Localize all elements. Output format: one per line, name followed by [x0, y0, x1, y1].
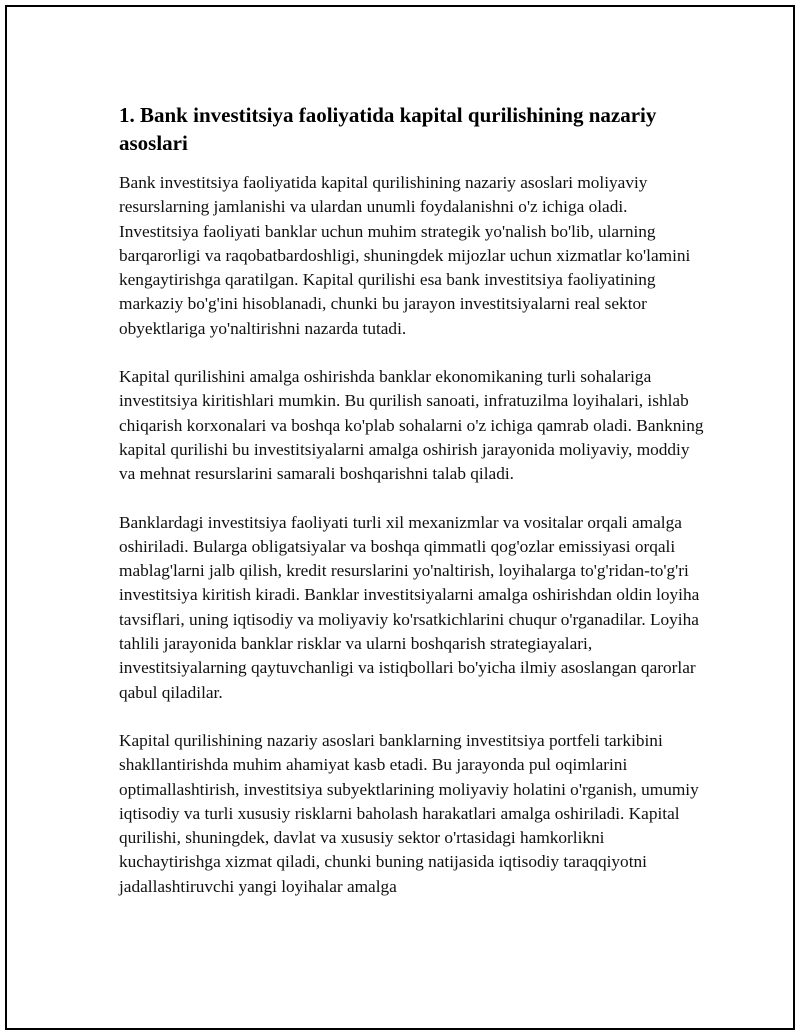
paragraph-2: Kapital qurilishini amalga oshirishda banklar ekonomikaning turli sohalariga investitsiya kiritishlari mumkin. Bu qurilish sanoati, infratuzilma loyihalari, ishlab chiqarish korxonalari va boshqa ko'plab sohalarni o'z ichiga qamrab oladi. Bankning kapital qurilishi bu investitsiyalarni amalga oshirish jarayonida moliyaviy, moddiy va mehnat resurslarini samarali boshqarishni talab qiladi.	[119, 367, 704, 484]
document-body	[119, 101, 709, 923]
paragraph-1: Bank investitsiya faoliyatida kapital qurilishining nazariy asoslari moliyaviy resurslarning jamlanishi va ulardan unumli foydalanishni o'z ichiga oladi. Investitsiya faoliyati banklar uchun muhim strategik yo'nalish bo'lib, ularning barqarorligi va raqobatbardoshligi, shuningdek mijozlar uchun xizmatlar ko'lamini kengaytirishga qaratilgan. Kapital qurilishi esa bank investitsiya faoliyatining markaziy bo'g'ini hisoblanadi, chunki bu jarayon investitsiyalarni real sektor obyektlariga yo'naltirishni nazarda tutadi.	[119, 173, 691, 338]
paragraph-4: Kapital qurilishining nazariy asoslari banklarning investitsiya portfeli tarkibini shakllantirishda muhim ahamiyat kasb etadi. Bu jarayonda pul oqimlarini optimallashtirish, investitsiya subyektlarining moliyaviy holatini o'rganish, umumiy iqtisodiy va turli xususiy risklarni baholash harakatlari amalga oshiriladi. Kapital qurilishi, shuningdek, davlat va xususiy sektor o'rtasidagi hamkorlikni kuchaytirishga xizmat qiladi, chunki buning natijasida iqtisodiy taraqqiyotni jadallashtiruvchi yangi loyihalar amalga	[119, 730, 699, 896]
paragraph-3: Banklardagi investitsiya faoliyati turli xil mexanizmlar va vositalar orqali amalga oshiriladi. Bularga obligatsiyalar va boshqa qimmatli qog'ozlar emissiyasi orqali mablag'larni jalb qilish, kredit resurslarini yo'naltirish, loyihalarga to'g'ridan-to'g'ri investitsiya kiritish kiradi. Banklar investitsiyalarni amalga oshirishdan oldin loyiha tavsiflari, uning iqtisodiy va moliyaviy ko'rsatkichlarini chuqur o'rganadilar. Loyiha tahlili jarayonida banklar risklar va ularni boshqarish strategiayalari, investitsiyalarning qaytuvchanligi va istiqbollari bo'yicha ilmiy asoslangan qarorlar qabul qiladilar.	[119, 512, 700, 702]
document-page	[5, 5, 795, 1030]
section-heading: 1. Bank investitsiya faoliyatida kapital qurilishining nazariy asoslari	[119, 103, 657, 155]
